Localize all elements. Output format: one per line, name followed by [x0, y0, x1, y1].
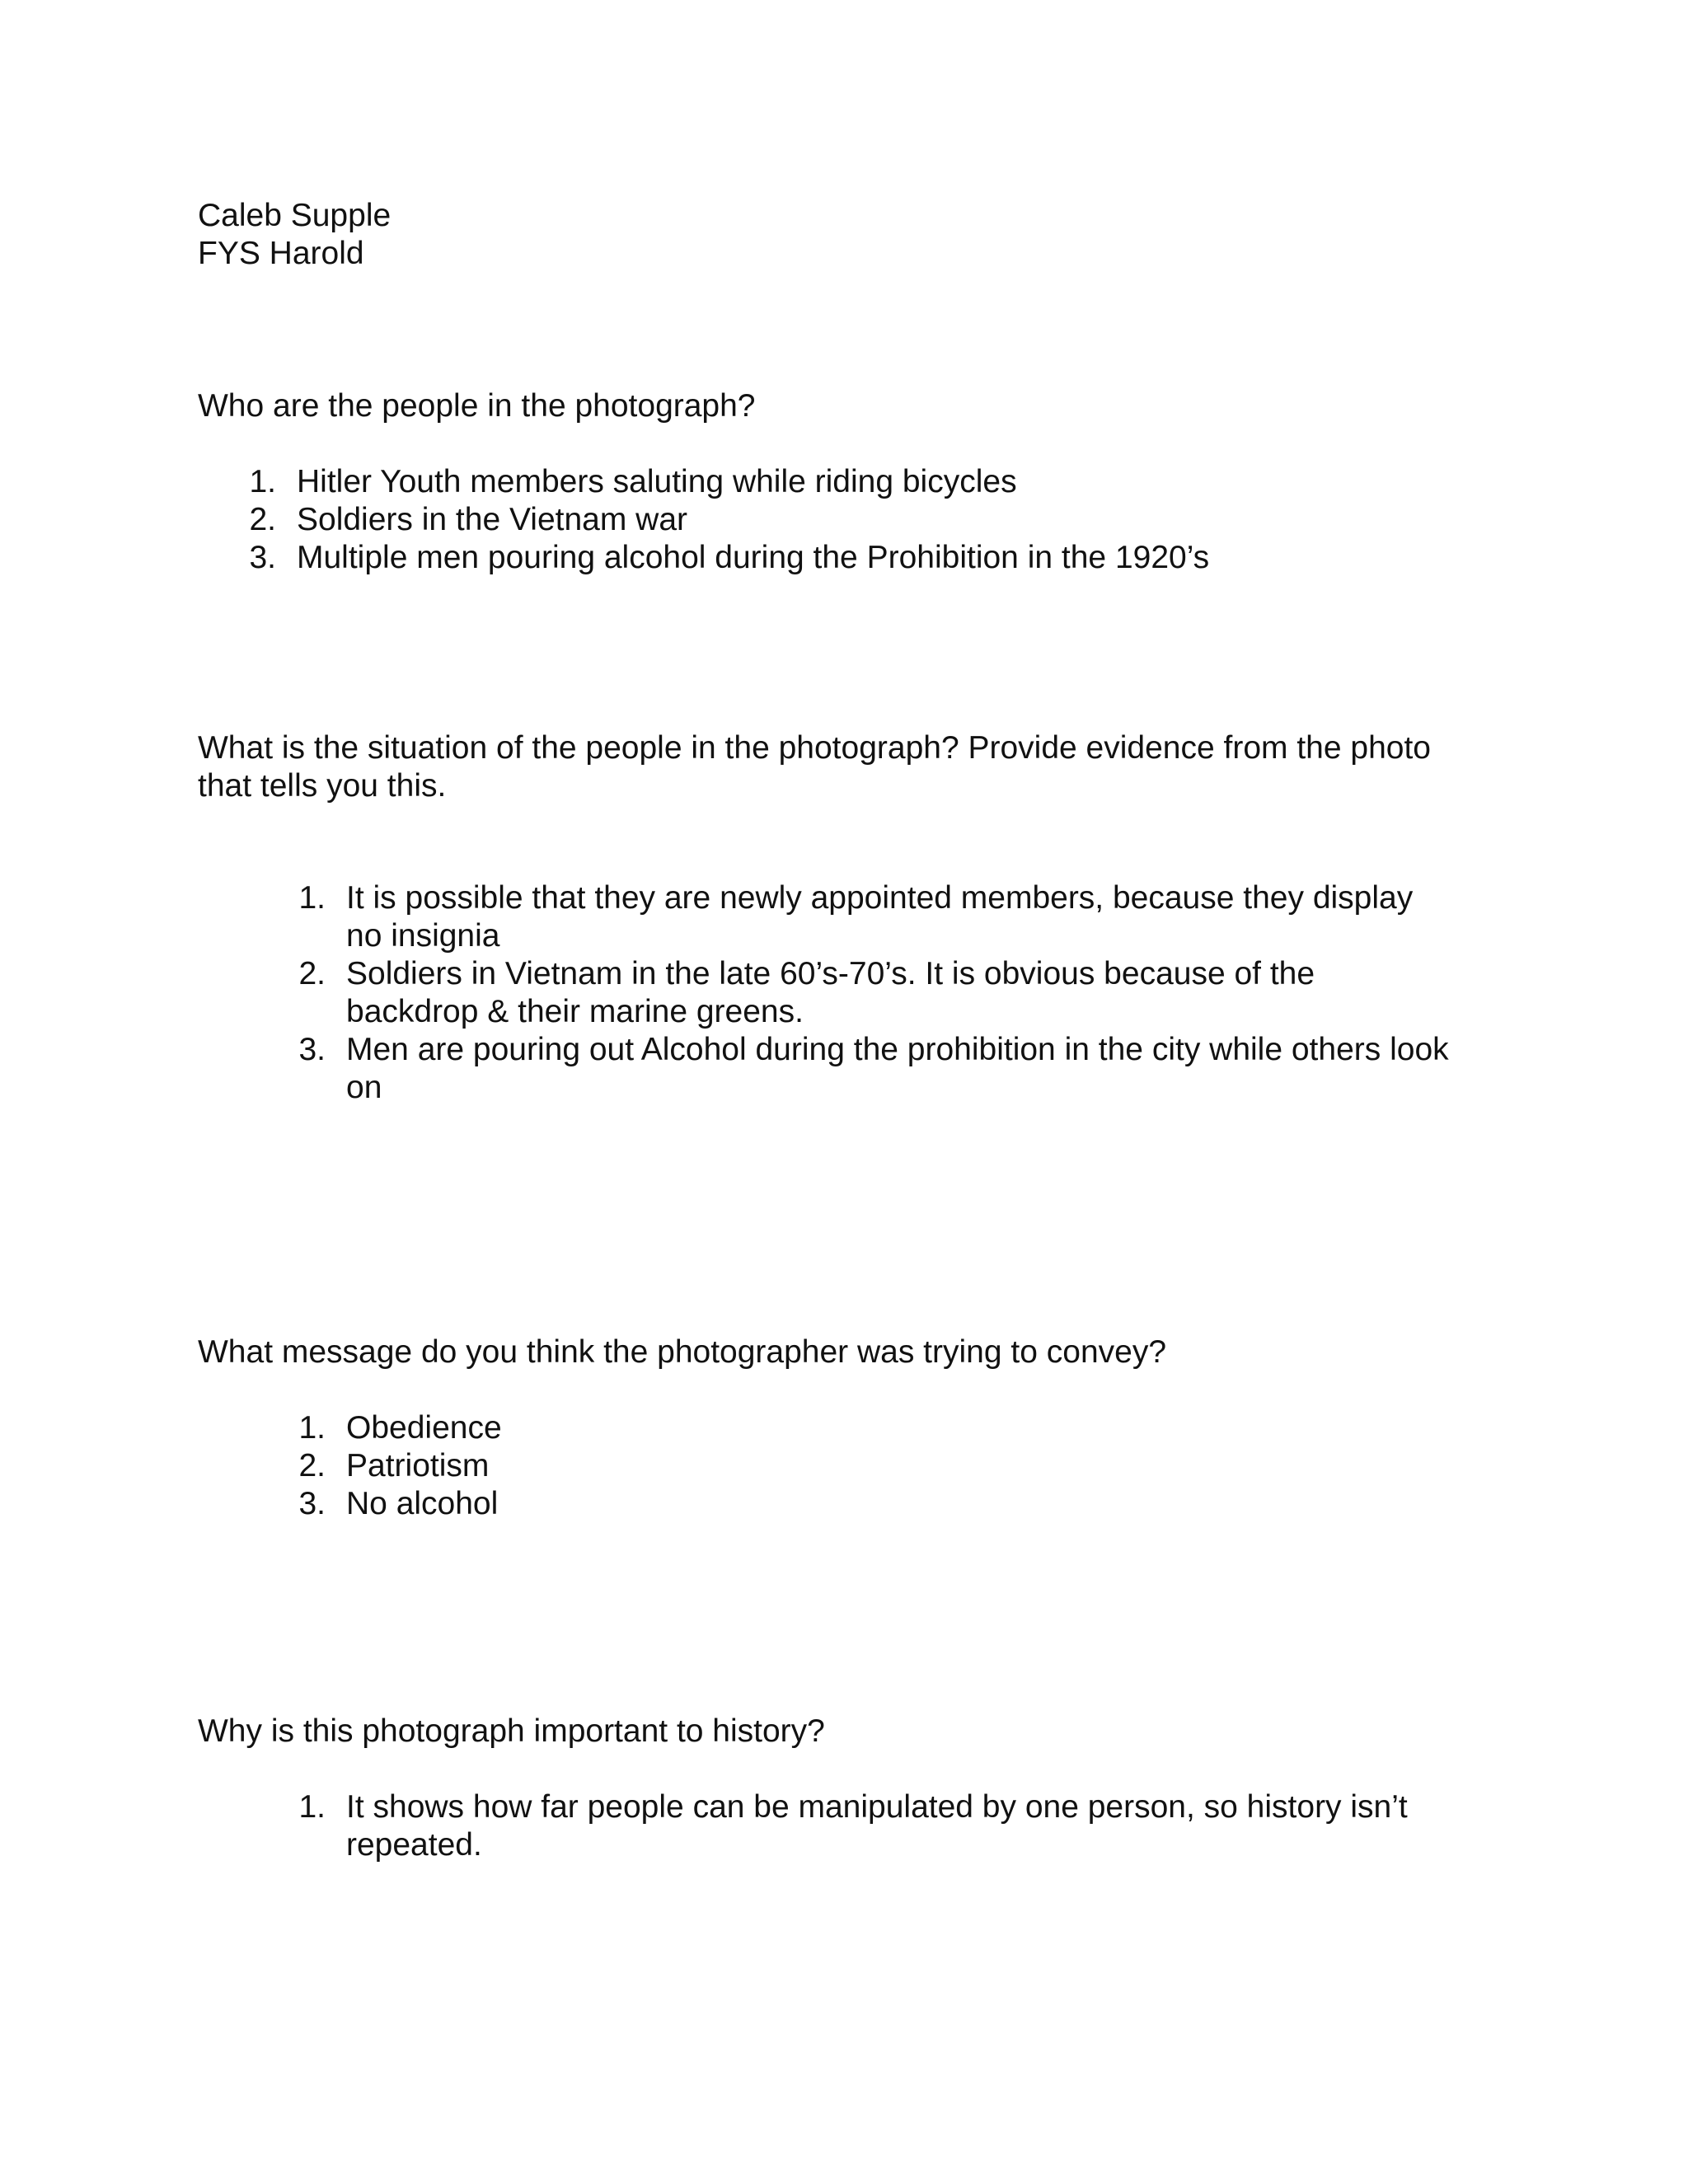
list-text-line-1: It is possible that they are newly appointed members, because they display	[346, 880, 1414, 916]
list-number: 3.	[298, 1032, 326, 1067]
question-4: Why is this photograph important to history?	[198, 1713, 825, 1749]
list-text-line-2: repeated.	[346, 1827, 482, 1863]
question-2-line-2: that tells you this.	[198, 768, 447, 804]
question-1: Who are the people in the photograph?	[198, 388, 756, 424]
list-text: Patriotism	[346, 1448, 490, 1483]
q3-answer-2	[0, 1447, 1688, 1485]
list-number: 1.	[298, 880, 326, 916]
list-text-line-1: It shows how far people can be manipulated by one person, so history isn’t	[346, 1789, 1408, 1825]
list-text: Soldiers in the Vietnam war	[297, 502, 688, 537]
list-number: 3.	[249, 540, 276, 575]
list-number: 2.	[249, 502, 276, 537]
list-text-line-2: on	[346, 1070, 382, 1105]
list-number: 1.	[249, 464, 276, 499]
q2-answer-2	[0, 955, 1688, 1031]
q3-answer-3	[0, 1485, 1688, 1523]
list-text-line-2: no insignia	[346, 918, 500, 954]
author-name: Caleb Supple	[198, 198, 392, 233]
list-text: Obedience	[346, 1410, 502, 1446]
list-text-line-2: backdrop & their marine greens.	[346, 994, 804, 1029]
q1-answer-1	[0, 463, 1688, 501]
question-2-line-1: What is the situation of the people in the photograph? Provide evidence from the photo	[198, 730, 1431, 766]
list-text-line-1: Soldiers in Vietnam in the late 60’s-70’s. It is obvious because of the	[346, 956, 1315, 991]
question-3: What message do you think the photographer was trying to convey?	[198, 1334, 1167, 1370]
list-number: 2.	[298, 956, 326, 991]
q2-answer-1	[0, 879, 1688, 955]
course-name: FYS Harold	[198, 236, 364, 271]
list-number: 1.	[298, 1789, 326, 1825]
list-text: Multiple men pouring alcohol during the Prohibition in the 1920’s	[297, 540, 1210, 575]
list-text: No alcohol	[346, 1486, 499, 1521]
list-number: 1.	[298, 1410, 326, 1446]
list-text: Hitler Youth members saluting while riding bicycles	[297, 464, 1017, 499]
q1-answer-3	[0, 539, 1688, 577]
q1-answer-2	[0, 501, 1688, 539]
list-number: 3.	[298, 1486, 326, 1521]
list-number: 2.	[298, 1448, 326, 1483]
list-text-line-1: Men are pouring out Alcohol during the prohibition in the city while others look	[346, 1032, 1449, 1067]
q3-answer-1	[0, 1409, 1688, 1447]
q2-answer-3	[0, 1031, 1688, 1107]
q4-answer-1	[0, 1788, 1688, 1864]
